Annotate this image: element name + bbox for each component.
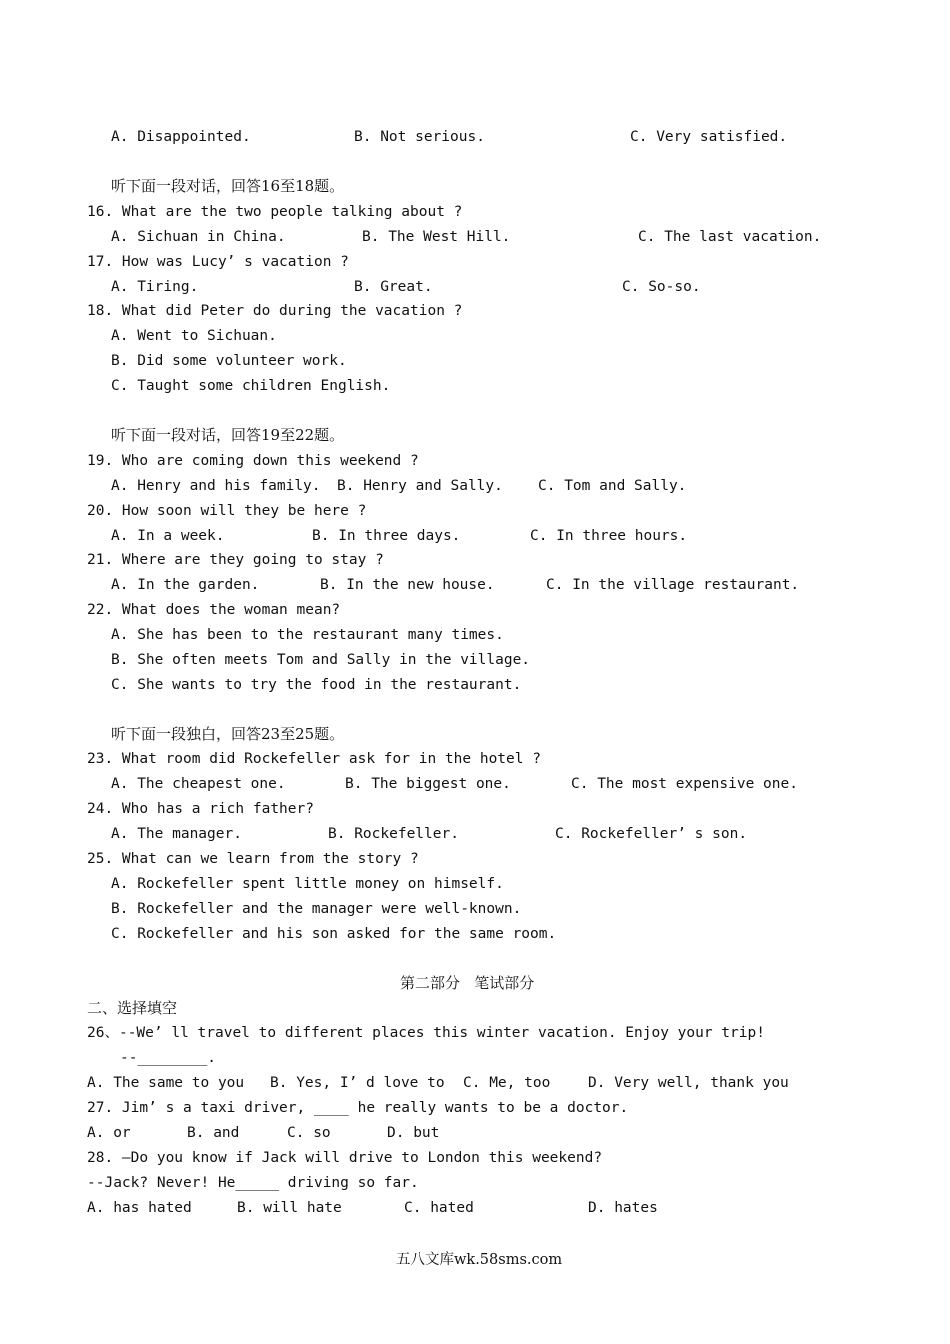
option-25b: B. Rockefeller and the manager were well-known. [111,901,522,917]
option-22a: A. She has been to the restaurant many times. [111,627,504,643]
question-18: 18. What did Peter do during the vacation ? [87,303,463,319]
question-28-reply: --Jack? Never! He_____ driving so far. [87,1175,419,1191]
option-22c: C. She wants to try the food in the restaurant. [111,677,522,693]
section-instruction-16-18: 听下面一段对话，回答16至18题。 [111,177,345,195]
option-27c: C. so [287,1125,331,1141]
option-21c: C. In the village restaurant. [546,577,800,593]
option-26a: A. The same to you [87,1075,245,1091]
option-18b: B. Did some volunteer work. [111,353,347,369]
option-23b: B. The biggest one. [345,776,511,792]
option-28a: A. has hated [87,1200,192,1216]
question-21: 21. Where are they going to stay ? [87,552,384,568]
question-16: 16. What are the two people talking about ? [87,204,463,220]
question-22: 22. What does the woman mean? [87,602,341,618]
option-24a: A. The manager. [111,826,242,842]
option-28d: D. hates [588,1200,658,1216]
question-27: 27. Jim’ s a taxi driver, ____ he really wants to be a doctor. [87,1100,629,1116]
option-18c: C. Taught some children English. [111,378,391,394]
option-18a: A. Went to Sichuan. [111,328,277,344]
footer-watermark: 五八文库wk.58sms.com [396,1252,563,1268]
question-17: 17. How was Lucy’ s vacation ? [87,254,349,270]
option-19c: C. Tom and Sally. [538,478,687,494]
option-19b: B. Henry and Sally. [337,478,503,494]
option-26b: B. Yes, I’ d love to [270,1075,445,1091]
option-24b: B. Rockefeller. [328,826,459,842]
section-instruction-23-25: 听下面一段独白，回答23至25题。 [111,725,345,743]
option-15c: C. Very satisfied. [630,129,788,145]
option-20c: C. In three hours. [530,528,688,544]
question-19: 19. Who are coming down this weekend ? [87,453,419,469]
option-25a: A. Rockefeller spent little money on himself. [111,876,504,892]
option-28b: B. will hate [237,1200,342,1216]
option-17b: B. Great. [354,279,433,295]
option-25c: C. Rockefeller and his son asked for the same room. [111,926,557,942]
option-16c: C. The last vacation. [638,229,822,245]
option-23c: C. The most expensive one. [571,776,798,792]
option-21b: B. In the new house. [320,577,495,593]
part-two-heading: 第二部分 笔试部分 [400,974,535,992]
option-16a: A. Sichuan in China. [111,229,286,245]
option-21a: A. In the garden. [111,577,260,593]
option-20b: B. In three days. [312,528,461,544]
option-24c: C. Rockefeller’ s son. [555,826,748,842]
section-heading-choice: 二、选择填空 [87,999,178,1017]
option-27b: B. and [187,1125,240,1141]
option-20a: A. In a week. [111,528,225,544]
section-instruction-19-22: 听下面一段对话，回答19至22题。 [111,426,345,444]
question-28: 28. –Do you know if Jack will drive to London this weekend? [87,1150,603,1166]
option-22b: B. She often meets Tom and Sally in the village. [111,652,531,668]
option-17c: C. So-so. [622,279,701,295]
question-23: 23. What room did Rockefeller ask for in the hotel ? [87,751,541,767]
option-17a: A. Tiring. [111,279,199,295]
option-16b: B. The West Hill. [362,229,511,245]
question-26: 26、--We’ ll travel to different places this winter vacation. Enjoy your trip! [87,1025,765,1041]
option-27d: D. but [387,1125,440,1141]
question-24: 24. Who has a rich father? [87,801,314,817]
question-25: 25. What can we learn from the story ? [87,851,419,867]
question-20: 20. How soon will they be here ? [87,503,367,519]
option-28c: C. hated [404,1200,474,1216]
question-26-reply: --________. [120,1050,217,1066]
option-15b: B. Not serious. [354,129,485,145]
option-26d: D. Very well, thank you [588,1075,789,1091]
option-19a: A. Henry and his family. [111,478,321,494]
option-26c: C. Me, too [463,1075,551,1091]
option-27a: A. or [87,1125,131,1141]
option-15a: A. Disappointed. [111,129,251,145]
option-23a: A. The cheapest one. [111,776,286,792]
